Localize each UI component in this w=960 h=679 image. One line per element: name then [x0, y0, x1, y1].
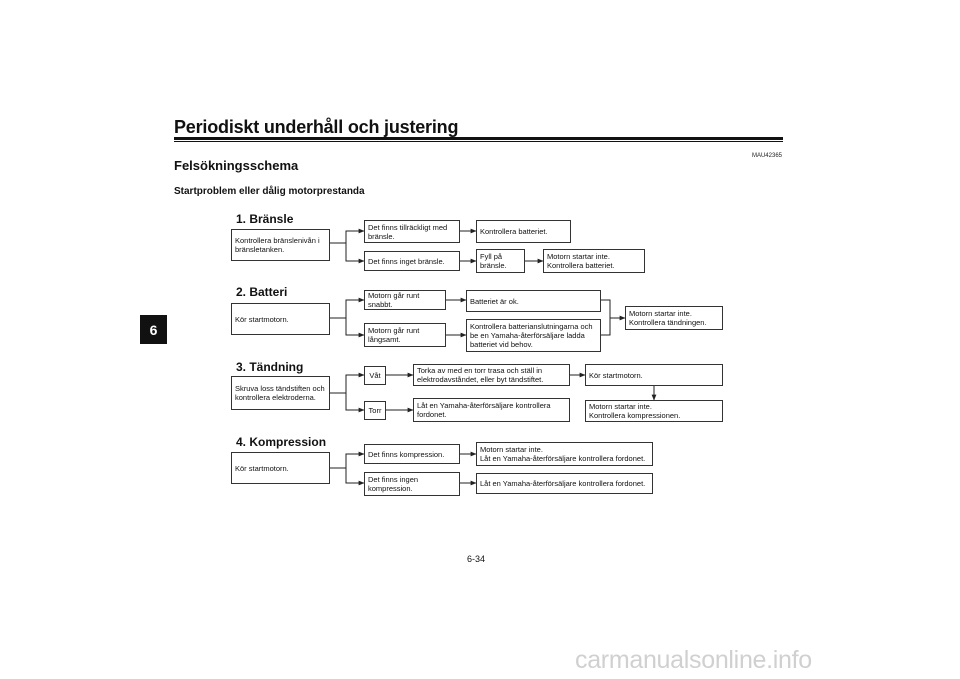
step-title-fuel: 1. Bränsle: [236, 212, 294, 226]
watermark: carmanualsonline.info: [575, 646, 812, 674]
battery-result-check-terminals: Kontrollera batterianslutningarna och be en Yamaha-återförsäljare ladda batteriet vid behov.: [466, 319, 601, 352]
connector-arrow: [346, 393, 364, 410]
document-code: MAU42365: [751, 153, 782, 159]
fuel-result-not-starting: Motorn startar inte. Kontrollera batteriet.: [543, 249, 645, 273]
battery-merge-result: Motorn startar inte. Kontrollera tändningen.: [625, 306, 723, 330]
compression-condition-absent: Det finns ingen kompression.: [364, 472, 460, 496]
step-title-compression: 4. Kompression: [236, 435, 327, 449]
page-number: 6-34: [467, 554, 486, 564]
step-title-battery: 2. Batteri: [236, 285, 288, 299]
connector-line: [601, 300, 610, 335]
battery-result-ok: Batteriet är ok.: [466, 290, 601, 312]
connector-arrow: [330, 231, 364, 243]
connector-arrow: [346, 468, 364, 483]
connector-arrow: [346, 243, 364, 261]
fuel-condition-empty: Det finns inget bränsle.: [364, 251, 460, 271]
connector-arrow: [346, 318, 364, 335]
ignition-followup: Motorn startar inte. Kontrollera kompressionen.: [585, 400, 723, 422]
ignition-result-crank: Kör startmotorn.: [585, 364, 723, 386]
page-header-title: Periodiskt underhåll och justering: [174, 117, 459, 137]
fuel-result-check-battery: Kontrollera batteriet.: [476, 220, 571, 243]
compression-start-box: Kör startmotorn.: [231, 452, 330, 484]
fuel-condition-sufficient: Det finns tillräckligt med bränsle.: [364, 220, 460, 243]
compression-result-present: Motorn startar inte. Låt en Yamaha-återförsäljare kontrollera fordonet.: [476, 442, 653, 466]
section-subtitle: Startproblem eller dålig motorprestanda: [174, 186, 365, 197]
ignition-start-box: Skruva loss tändstiften och kontrollera elektroderna.: [231, 376, 330, 410]
step-title-ignition: 3. Tändning: [236, 360, 304, 374]
ignition-result-clean-plug: Torka av med en torr trasa och ställ in elektrodavståndet, eller byt tändstiftet.: [413, 364, 570, 386]
ignition-result-dealer: Låt en Yamaha-återförsäljare kontrollera fordonet.: [413, 398, 570, 422]
battery-condition-slow: Motorn går runt långsamt.: [364, 323, 446, 347]
connector-arrow: [330, 300, 364, 318]
section-title: Felsökningsschema: [174, 158, 299, 173]
fuel-start-box: Kontrollera bränslenivån i bränsletanken.: [231, 229, 330, 261]
ignition-condition-wet: Våt: [364, 366, 386, 385]
battery-condition-fast: Motorn går runt snabbt.: [364, 290, 446, 310]
fuel-result-refuel: Fyll på bränsle.: [476, 249, 525, 273]
compression-result-absent: Låt en Yamaha-återförsäljare kontrollera fordonet.: [476, 473, 653, 494]
connector-arrow: [330, 454, 364, 468]
connector-arrow: [330, 375, 364, 393]
ignition-condition-dry: Torr: [364, 401, 386, 420]
battery-start-box: Kör startmotorn.: [231, 303, 330, 335]
compression-condition-present: Det finns kompression.: [364, 444, 460, 464]
chapter-tab: 6: [140, 315, 167, 344]
